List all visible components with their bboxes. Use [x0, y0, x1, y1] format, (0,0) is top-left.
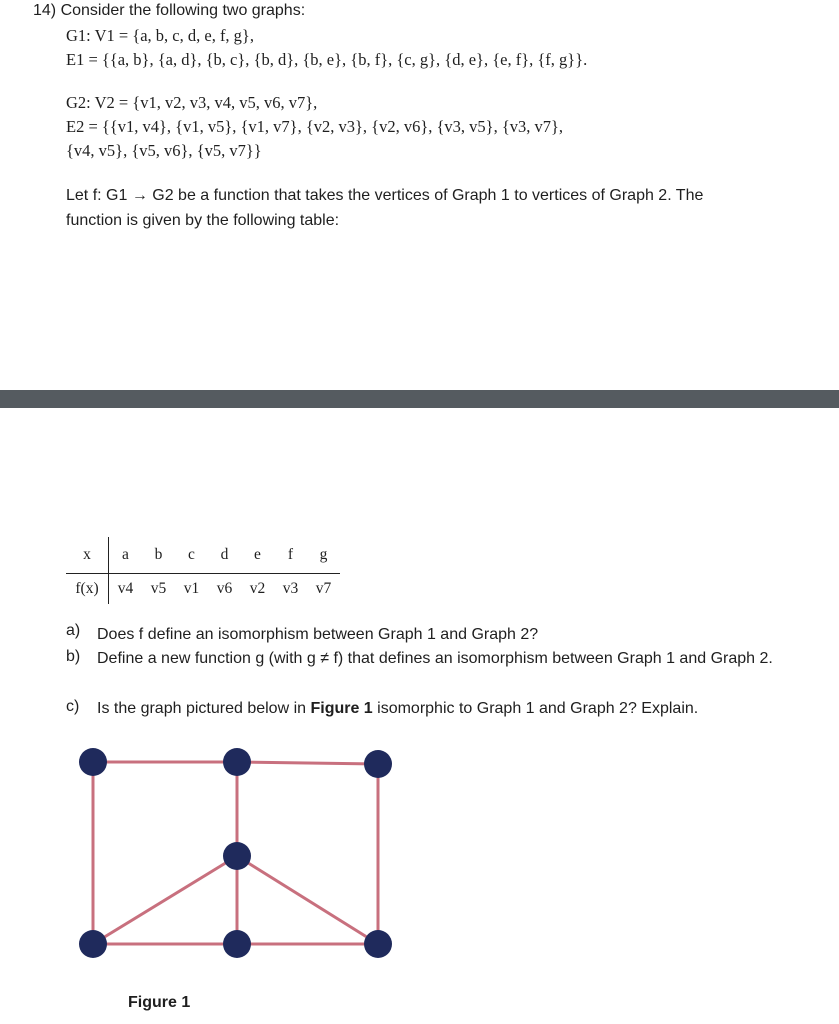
input-cell: b: [142, 537, 175, 574]
part-c-text: [97, 696, 797, 721]
part-c-label: c): [66, 698, 80, 715]
output-cell: v5: [150, 580, 167, 597]
g2-edges-line2: {v4, v5}, {v5, v6}, {v5, v7}}: [66, 141, 262, 160]
part-a-text: Does f define an isomorphism between Graph 1 and Graph 2?: [97, 626, 539, 643]
graph-node: [364, 930, 392, 958]
graph-node: [223, 842, 251, 870]
output-cell: v4: [117, 580, 134, 597]
part-c-figure-ref: Figure 1: [310, 700, 373, 717]
part-b-label: b): [66, 648, 81, 665]
graph-node: [364, 750, 392, 778]
fx-label: f(x): [66, 574, 109, 605]
table-row-outputs: [66, 574, 340, 605]
input-cell: g: [307, 537, 340, 574]
graph-edge: [237, 762, 378, 764]
input-cell: d: [208, 537, 241, 574]
output-cell: v6: [216, 580, 233, 597]
graph-node: [79, 748, 107, 776]
question-heading: 14) Consider the following two graphs:: [33, 2, 306, 19]
g1-edges: E1 = {{a, b}, {a, d}, {b, c}, {b, d}, {b, e}, {b, f}, {c, g}, {d, e}, {e, f}, {f, g}}.: [66, 50, 588, 69]
graph-node: [223, 748, 251, 776]
table-row-inputs: [66, 537, 340, 574]
output-cell: v1: [183, 580, 200, 597]
function-table: [66, 537, 340, 604]
part-a-label: a): [66, 622, 81, 639]
function-intro-line2: function is given by the following table:: [66, 212, 340, 229]
page-divider: [0, 390, 839, 408]
g2-edges-line1: E2 = {{v1, v4}, {v1, v5}, {v1, v7}, {v2, v3}, {v2, v6}, {v3, v5}, {v3, v7},: [66, 117, 564, 136]
graph-node: [223, 930, 251, 958]
output-cell: v3: [282, 580, 299, 597]
input-cell: f: [274, 537, 307, 574]
part-c-text-after: isomorphic to Graph 1 and Graph 2? Explain.: [372, 700, 699, 717]
g1-vertices: G1: V1 = {a, b, c, d, e, f, g},: [66, 26, 254, 45]
x-label: x: [66, 537, 109, 574]
part-c-text-before: Is the graph pictured below in: [97, 700, 311, 717]
input-cell: a: [109, 537, 143, 574]
graph-node: [79, 930, 107, 958]
figure-caption: Figure 1: [128, 994, 191, 1011]
output-cell: v2: [249, 580, 266, 597]
input-cell: e: [241, 537, 274, 574]
input-cell: c: [175, 537, 208, 574]
output-cell: v7: [315, 580, 332, 597]
graph-edge: [237, 856, 378, 944]
figure-1-graph: [0, 730, 839, 990]
g2-vertices: G2: V2 = {v1, v2, v3, v4, v5, v6, v7},: [66, 93, 318, 112]
part-b-text: Define a new function g (with g ≠ f) that defines an isomorphism between Graph 1 and Graph 2.: [97, 650, 773, 667]
function-intro-line1: Let f: G1 → G2 be a function that takes the vertices of Graph 1 to vertices of Graph 2. The: [66, 187, 704, 204]
graph-edge: [93, 856, 237, 944]
